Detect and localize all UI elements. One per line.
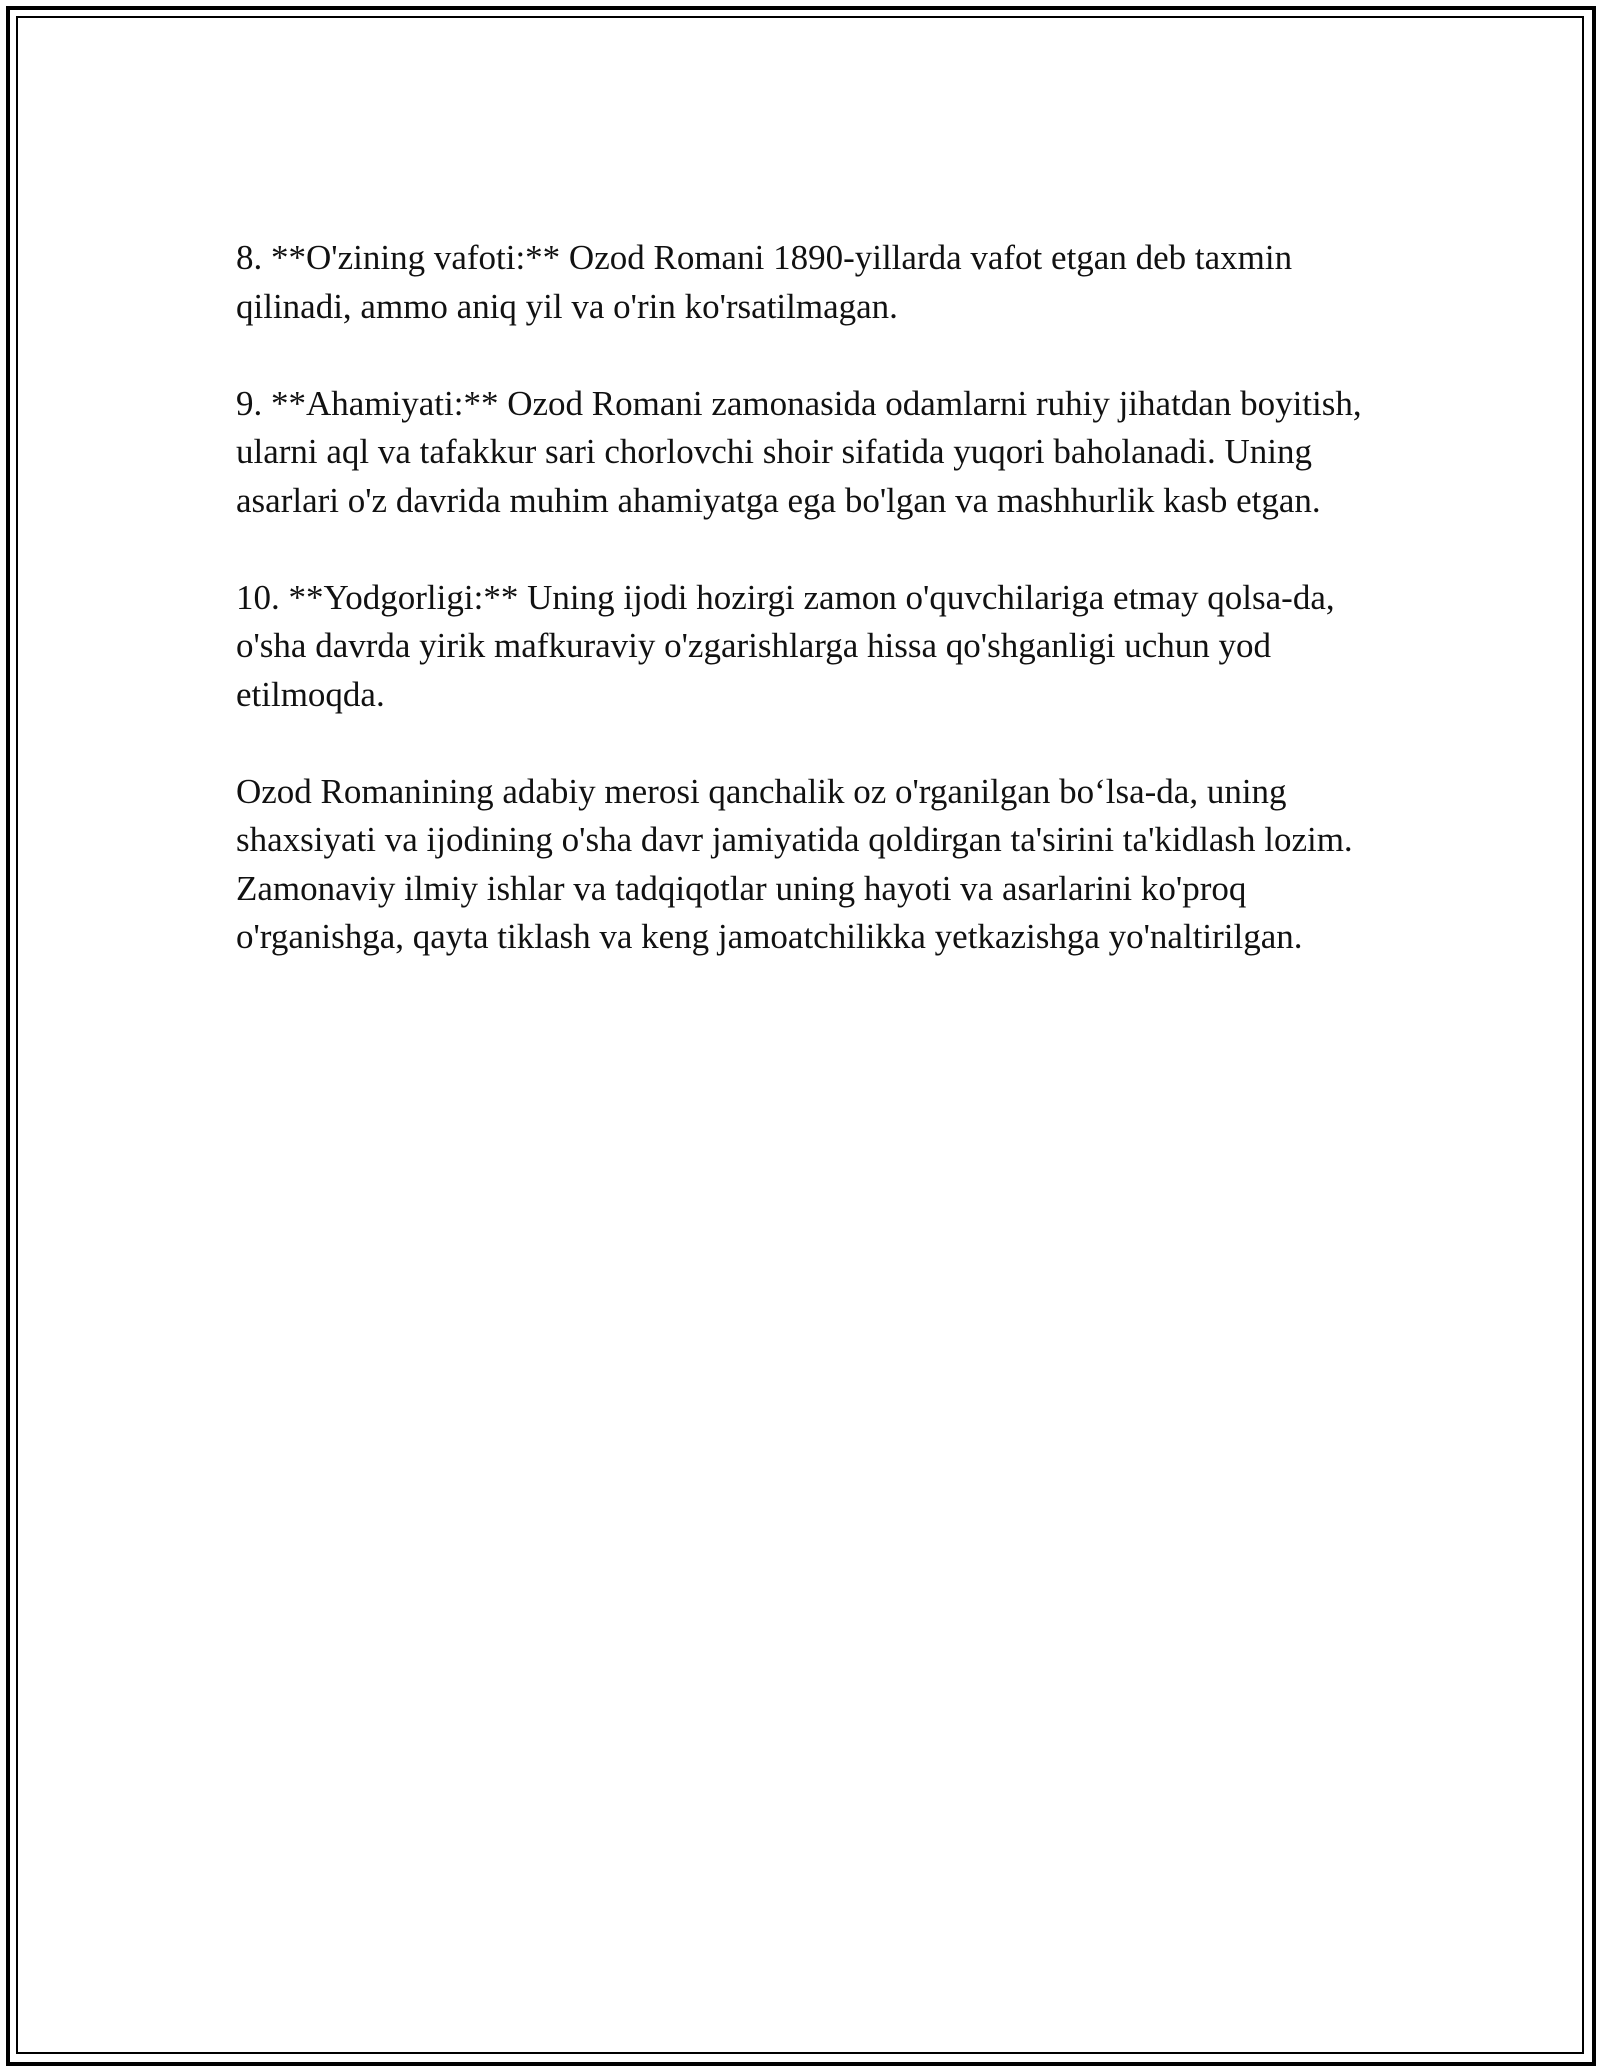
paragraph-item-9: 9. **Ahamiyati:** Ozod Romani zamonasida odamlarni ruhiy jihatdan boyitish, ularni aql va tafakkur sari chorlovchi shoir sifatida yuqori baholanadi. Uning asarlari o'z davrida muhim ahamiyatga ega bo'lgan va mashhurlik kasb etgan. (236, 383, 1362, 520)
paragraph-item-8: 8. **O'zining vafoti:** Ozod Romani 1890-yillarda vafot etgan deb taxmin qilinadi, ammo aniq yil va o'rin ko'rsatilmagan. (236, 238, 1293, 326)
paragraph-conclusion: Ozod Romanining adabiy merosi qanchalik oz o'rganilgan bo‘lsa-da, uning shaxsiyati va ijodining o'sha davr jamiyatida qoldirgan ta'sirini ta'kidlash lozim. Zamonaviy ilmiy ishlar va tadqiqotlar uning hayoti va asarlarini ko'proq o'rganishga, qayta tiklash va keng jamoatchilikka yetkazishga yo'naltirilgan. (236, 771, 1353, 956)
document-body (236, 234, 1376, 1010)
paragraph-item-10: 10. **Yodgorligi:** Uning ijodi hozirgi zamon o'quvchilariga etmay qolsa-da, o'sha davrda yirik mafkuraviy o'zgarishlarga hissa qo'shganligi uchun yod etilmoqda. (236, 577, 1335, 714)
